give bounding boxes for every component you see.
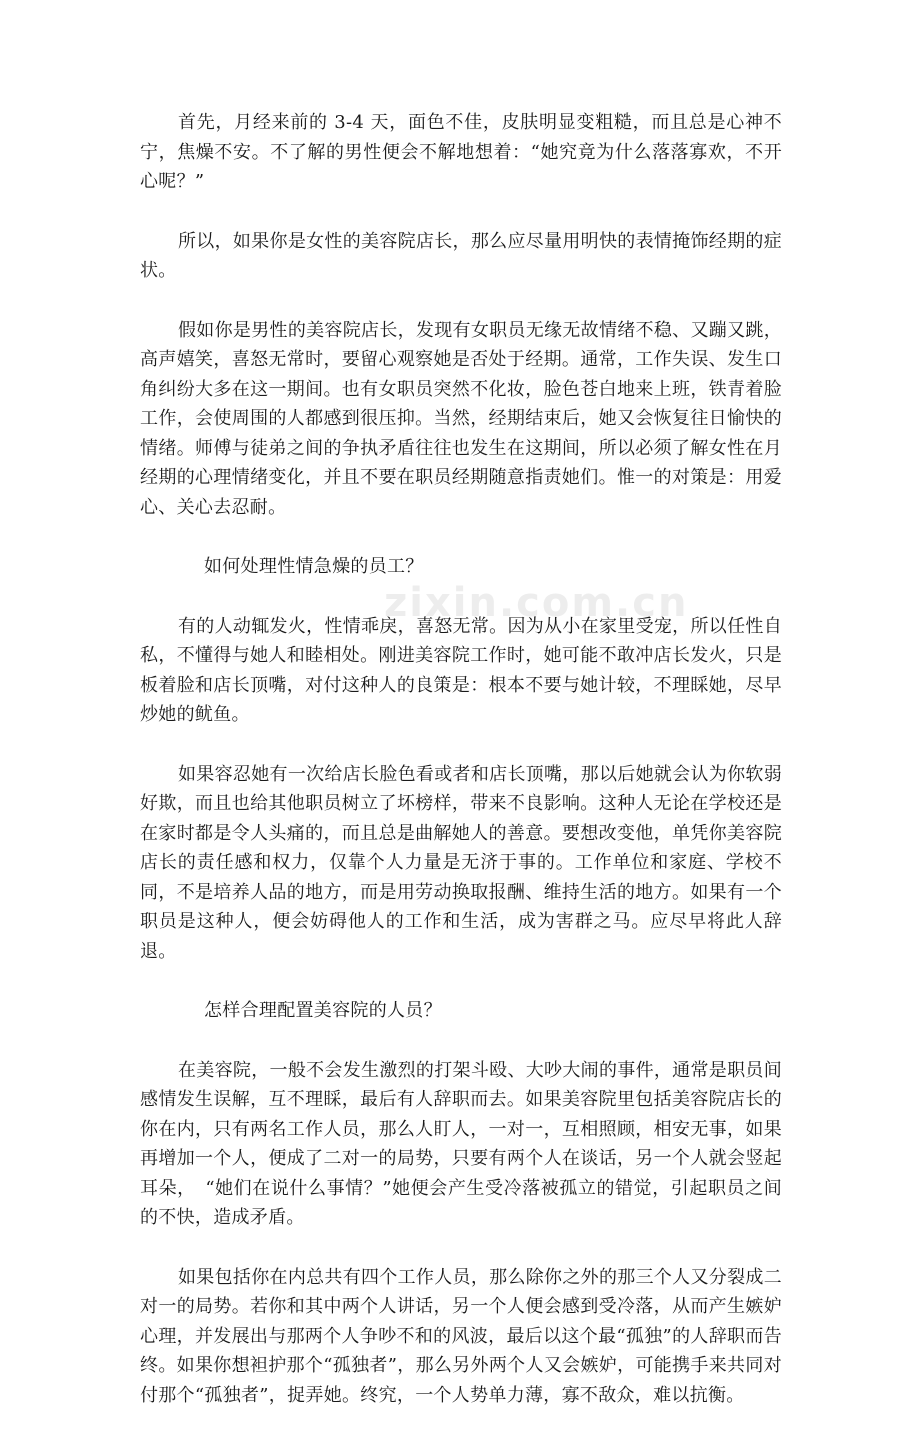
watermark: zixin.com.cn: [384, 580, 689, 626]
paragraph-menstrual-symptoms: 首先，月经来前的 3-4 天，面色不佳，皮肤明显变粗糙，而且总是心神不宁，焦燥不安。不了解的男性便会不解地想着：“她究竟为什么落落寡欢，不开心呢？”: [140, 112, 782, 192]
paragraph-tolerance-consequences: 如果容忍她有一次给店长脸色看或者和店长顶嘴，那以后她就会认为你软弱好欺，而且也给其他职员树立了坏榜样，带来不良影响。这种人无论在学校还是在家时都是令人头痛的，而且总是曲解她人的善意。要想改变他，单凭你美容院店长的责任感和权力，仅靠个人力量是无济于事的。工作单位和家庭、学校不同，不是培养人品的地方，而是用劳动换取报酬、维持生活的地方。如果有一个职员是这种人，便会妨碍他人的工作和生活，成为害群之马。应尽早将此人辞退。: [140, 763, 782, 962]
paragraph-four-staff: 如果包括你在内总共有四个工作人员，那么除你之外的那三个人又分裂成二对一的局势。若你和其中两个人讲话，另一个人便会感到受冷落，从而产生嫉妒心理，并发展出与那两个人争吵不和的风波，最后以这个最“孤独”的人辞职而告终。如果你想袒护那个“孤独者”，那么另外两个人又会嫉妒，可能携手来共同对付那个“孤独者”，捉弄她。终究，一个人势单力薄，寡不敌众，难以抗衡。: [140, 1266, 782, 1406]
section-heading-staffing: 怎样合理配置美容院的人员？: [204, 1000, 442, 1021]
paragraph-irritable-staff: 有的人动辄发火，性情乖戾，喜怒无常。因为从小在家里受宠，所以任性自私，不懂得与她人和睦相处。刚进美容院工作时，她可能不敢冲店长发火，只是板着脸和店长顶嘴，对付这种人的良策是：根本不要与她计较，不理睬她，尽早炒她的鱿鱼。: [140, 615, 782, 725]
section-heading-irritable-staff: 如何处理性情急燥的员工？: [204, 556, 424, 577]
document-body: [140, 108, 782, 1440]
paragraph-three-staff: 在美容院，一般不会发生激烈的打架斗殴、大吵大闹的事件，通常是职员间感情发生误解，互不理睬，最后有人辞职而去。如果美容院里包括美容院店长的你在内，只有两名工作人员，那么人盯人，一对一，互相照顾，相安无事，如果再增加一个人，便成了二对一的局势，只要有两个人在谈话，另一个人就会竖起耳朵， “她们在说什么事情？”她便会产生受冷落被孤立的错觉，引起职员之间的不快，造成矛盾。: [140, 1059, 782, 1228]
paragraph-male-manager: 假如你是男性的美容院店长，发现有女职员无缘无故情绪不稳、又蹦又跳，高声嬉笑，喜怒无常时，要留心观察她是否处于经期。通常，工作失误、发生口角纠纷大多在这一期间。也有女职员突然不化妆，脸色苍白地来上班，铁青着脸工作，会使周围的人都感到很压抑。当然，经期结束后，她又会恢复往日愉快的情绪。师傅与徒弟之间的争执矛盾往往也发生在这期间，所以必须了解女性在月经期的心理情绪变化，并且不要在职员经期随意指责她们。惟一的对策是：用爱心、关心去忍耐。: [140, 319, 782, 518]
paragraph-female-manager: 所以，如果你是女性的美容院店长，那么应尽量用明快的表情掩饰经期的症状。: [140, 230, 782, 281]
